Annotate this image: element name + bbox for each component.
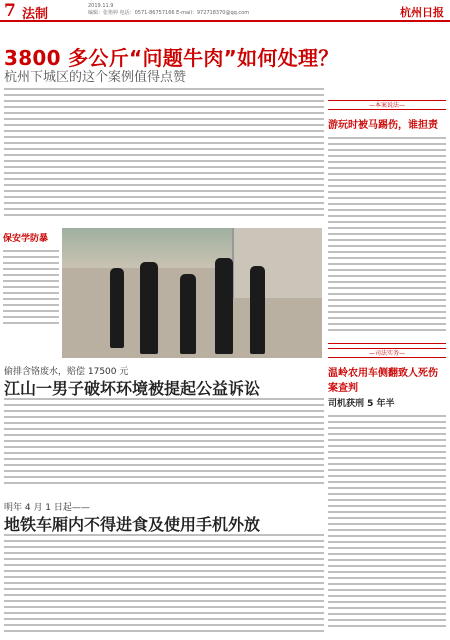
sidebar-story2-body (328, 415, 446, 635)
sidebar-story2-title: 温岭农用车侧翻致人死伤案查判 (328, 368, 438, 394)
sidebar-story1-title: 游玩时被马踢伤，谁担责 (328, 120, 438, 131)
sidebar (328, 100, 446, 640)
photo-caption-box (0, 228, 62, 358)
sidebar-banner-2: —司法实务— (328, 348, 446, 358)
paper-name: 杭州日报 (400, 6, 444, 19)
article2-body (4, 398, 324, 490)
photo-caption-text (3, 250, 59, 350)
article3-headline: 地铁车厢内不得进食及使用手机外放 (4, 515, 261, 534)
header-date: 2019.11.9 (88, 3, 114, 9)
main-article-body (4, 88, 324, 224)
article3-body (4, 534, 324, 636)
main-subheadline: 杭州下城区的这个案例值得点赞 (4, 70, 187, 85)
main-headline: 3800 多公斤“问题牛肉”如何处理？ (4, 46, 339, 70)
sidebar-divider (328, 343, 446, 344)
sidebar-story2-subtitle: 司机获刑 5 年半 (328, 399, 395, 409)
header-contact: 编辑：张艳婷 电话：0571-86757166 E-mail：97271837​0@qq.com (88, 10, 250, 16)
page-number: 7 (4, 1, 16, 21)
photo-label: 保安学防暴 (3, 234, 49, 244)
article3-kicker: 明年 4 月 1 日起—— (4, 503, 90, 513)
article2-kicker: 偷排含铬废水，赔偿 17500 元 (4, 367, 129, 377)
article2-headline: 江山一男子破坏环境被提起公益诉讼 (4, 379, 261, 398)
sidebar-banner-1: —本案说法— (328, 100, 446, 110)
header-meta (88, 3, 308, 17)
section-title: 法制 (22, 7, 49, 22)
sidebar-story1-body (328, 137, 446, 337)
